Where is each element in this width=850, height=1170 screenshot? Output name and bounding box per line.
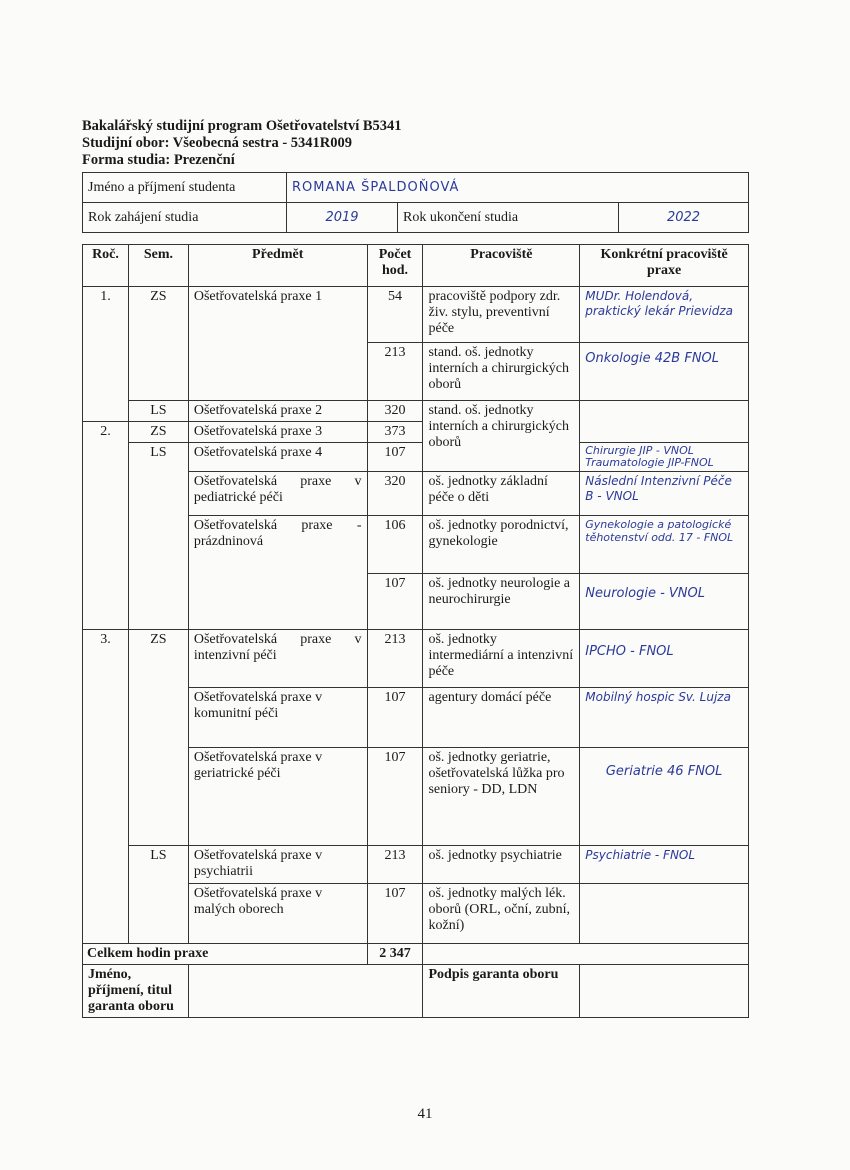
cell-konkretni: Gynekologie a patologické těhotenství odd. 17 - FNOL	[580, 516, 749, 574]
end-year-label: Rok ukončení studia	[398, 203, 619, 233]
cell-konkretni: IPCHO - FNOL	[580, 630, 749, 688]
cell-hodiny: 213	[367, 630, 423, 688]
cell-pracoviste: pracoviště podpory zdr. živ. stylu, preventivní péče	[423, 287, 580, 343]
konkretni-chirurgie: Chirurgie JIP - VNOL	[585, 444, 694, 457]
header-sem: Sem.	[128, 245, 188, 287]
cell-pracoviste: oš. jednotky geriatrie, ošetřovatelská lůžka pro seniory - DD, LDN	[423, 748, 580, 846]
cell-predmet: Ošetřovatelská praxe v malých oborech	[188, 884, 367, 944]
konkretni-trauma: Traumatologie JIP-FNOL	[585, 456, 714, 469]
header-predmet: Předmět	[188, 245, 367, 287]
student-name-label: Jméno a příjmení studenta	[83, 173, 287, 203]
cell-pracoviste: stand. oš. jednotky interních a chirurgických oborů	[423, 401, 580, 472]
cell-hodiny: 320	[367, 401, 423, 422]
end-year-value: 2022	[619, 203, 749, 233]
practice-table	[82, 244, 749, 1018]
cell-konkretni: Neurologie - VNOL	[580, 574, 749, 630]
document-header	[82, 118, 402, 169]
cell-hodiny: 107	[367, 574, 423, 630]
cell-konkretni: Mobilný hospic Sv. Lujza	[580, 688, 749, 748]
page-number: 41	[417, 1106, 433, 1122]
cell-predmet: Ošetřovatelská praxe 3	[188, 422, 367, 443]
table-row	[83, 287, 749, 343]
cell-konkretni-empty	[580, 401, 749, 443]
cell-hodiny: 54	[367, 287, 423, 343]
garant-row	[83, 965, 749, 1018]
cell-hodiny: 320	[367, 472, 423, 516]
cell-pracoviste: stand. oš. jednotky interních a chirurgických oborů	[423, 343, 580, 401]
program-title: Bakalářský studijní program Ošetřovatelství B5341	[82, 118, 402, 134]
podpis-empty	[580, 965, 749, 1018]
total-label	[83, 944, 368, 965]
cell-pracoviste: oš. jednotky základní péče o děti	[423, 472, 580, 516]
cell-pracoviste: oš. jednotky neurologie a neurochirurgie	[423, 574, 580, 630]
cell-hodiny: 213	[367, 343, 423, 401]
cell-pracoviste: oš. jednotky intermediární a intenzivní péče	[423, 630, 580, 688]
garant-label: Jméno, příjmení, titul garanta oboru	[83, 965, 189, 1018]
study-form: Forma studia: Prezenční	[82, 152, 235, 168]
study-field: Studijní obor: Všeobecná sestra - 5341R009	[82, 135, 352, 151]
cell-konkretni-empty	[580, 884, 749, 944]
cell-hodiny: 107	[367, 884, 423, 944]
cell-hodiny: 373	[367, 422, 423, 443]
total-label-text: Celkem hodin praxe	[87, 946, 209, 961]
cell-predmet: Ošetřovatelská praxe v intenzivní péči	[188, 630, 367, 688]
cell-hodiny: 213	[367, 846, 423, 884]
total-value: 2 347	[367, 944, 423, 965]
table-row	[83, 443, 749, 472]
cell-pracoviste: oš. jednotky psychiatrie	[423, 846, 580, 884]
cell-predmet: Ošetřovatelská praxe v pediatrické péči	[188, 472, 367, 516]
cell-sem: ZS	[128, 630, 188, 846]
student-name-value: ROMANA ŠPALDOŇOVÁ	[287, 173, 749, 203]
start-year-label: Rok zahájení studia	[83, 203, 287, 233]
cell-predmet: Ošetřovatelská praxe 1	[188, 287, 367, 401]
cell-sem: LS	[128, 846, 188, 944]
cell-pracoviste: agentury domácí péče	[423, 688, 580, 748]
header-pracoviste: Pracoviště	[423, 245, 580, 287]
total-empty	[423, 944, 749, 965]
cell-hodiny: 107	[367, 443, 423, 472]
garant-name-empty	[188, 965, 423, 1018]
cell-predmet: Ošetřovatelská praxe 4	[188, 443, 367, 472]
cell-konkretni	[580, 443, 749, 472]
cell-hodiny: 107	[367, 688, 423, 748]
start-year-value: 2019	[287, 203, 398, 233]
cell-sem: ZS	[128, 287, 188, 401]
cell-roc: 1.	[83, 287, 129, 422]
cell-sem: LS	[128, 443, 188, 630]
cell-pracoviste: oš. jednotky porodnictví, gynekologie	[423, 516, 580, 574]
table-row	[83, 401, 749, 422]
cell-hodiny: 106	[367, 516, 423, 574]
cell-predmet: Ošetřovatelská praxe v geriatrické péči	[188, 748, 367, 846]
student-info-table	[82, 172, 749, 233]
total-row	[83, 944, 749, 965]
cell-hodiny: 107	[367, 748, 423, 846]
cell-predmet: Ošetřovatelská praxe 2	[188, 401, 367, 422]
cell-sem: ZS	[128, 422, 188, 443]
cell-predmet: Ošetřovatelská praxe v psychiatrii	[188, 846, 367, 884]
cell-roc: 3.	[83, 630, 129, 944]
cell-konkretni: MUDr. Holendová, praktický lekár Prievidza	[580, 287, 749, 343]
podpis-label: Podpis garanta oboru	[423, 965, 580, 1018]
table-row	[83, 846, 749, 884]
header-roc: Roč.	[83, 245, 129, 287]
cell-predmet: Ošetřovatelská praxe v komunitní péči	[188, 688, 367, 748]
cell-konkretni: Geriatrie 46 FNOL	[580, 748, 749, 846]
cell-roc: 2.	[83, 422, 129, 630]
cell-konkretni: Psychiatrie - FNOL	[580, 846, 749, 884]
cell-konkretni: Následní Intenzivní Péče B - VNOL	[580, 472, 749, 516]
table-row	[83, 630, 749, 688]
cell-pracoviste: oš. jednotky malých lék. oborů (ORL, oční, zubní, kožní)	[423, 884, 580, 944]
header-konkretni: Konkrétní pracoviště praxe	[580, 245, 749, 287]
cell-konkretni: Onkologie 42B FNOL	[580, 343, 749, 401]
header-hodiny: Počet hod.	[367, 245, 423, 287]
cell-predmet: Ošetřovatelská praxe - prázdninová	[188, 516, 367, 630]
cell-sem: LS	[128, 401, 188, 422]
